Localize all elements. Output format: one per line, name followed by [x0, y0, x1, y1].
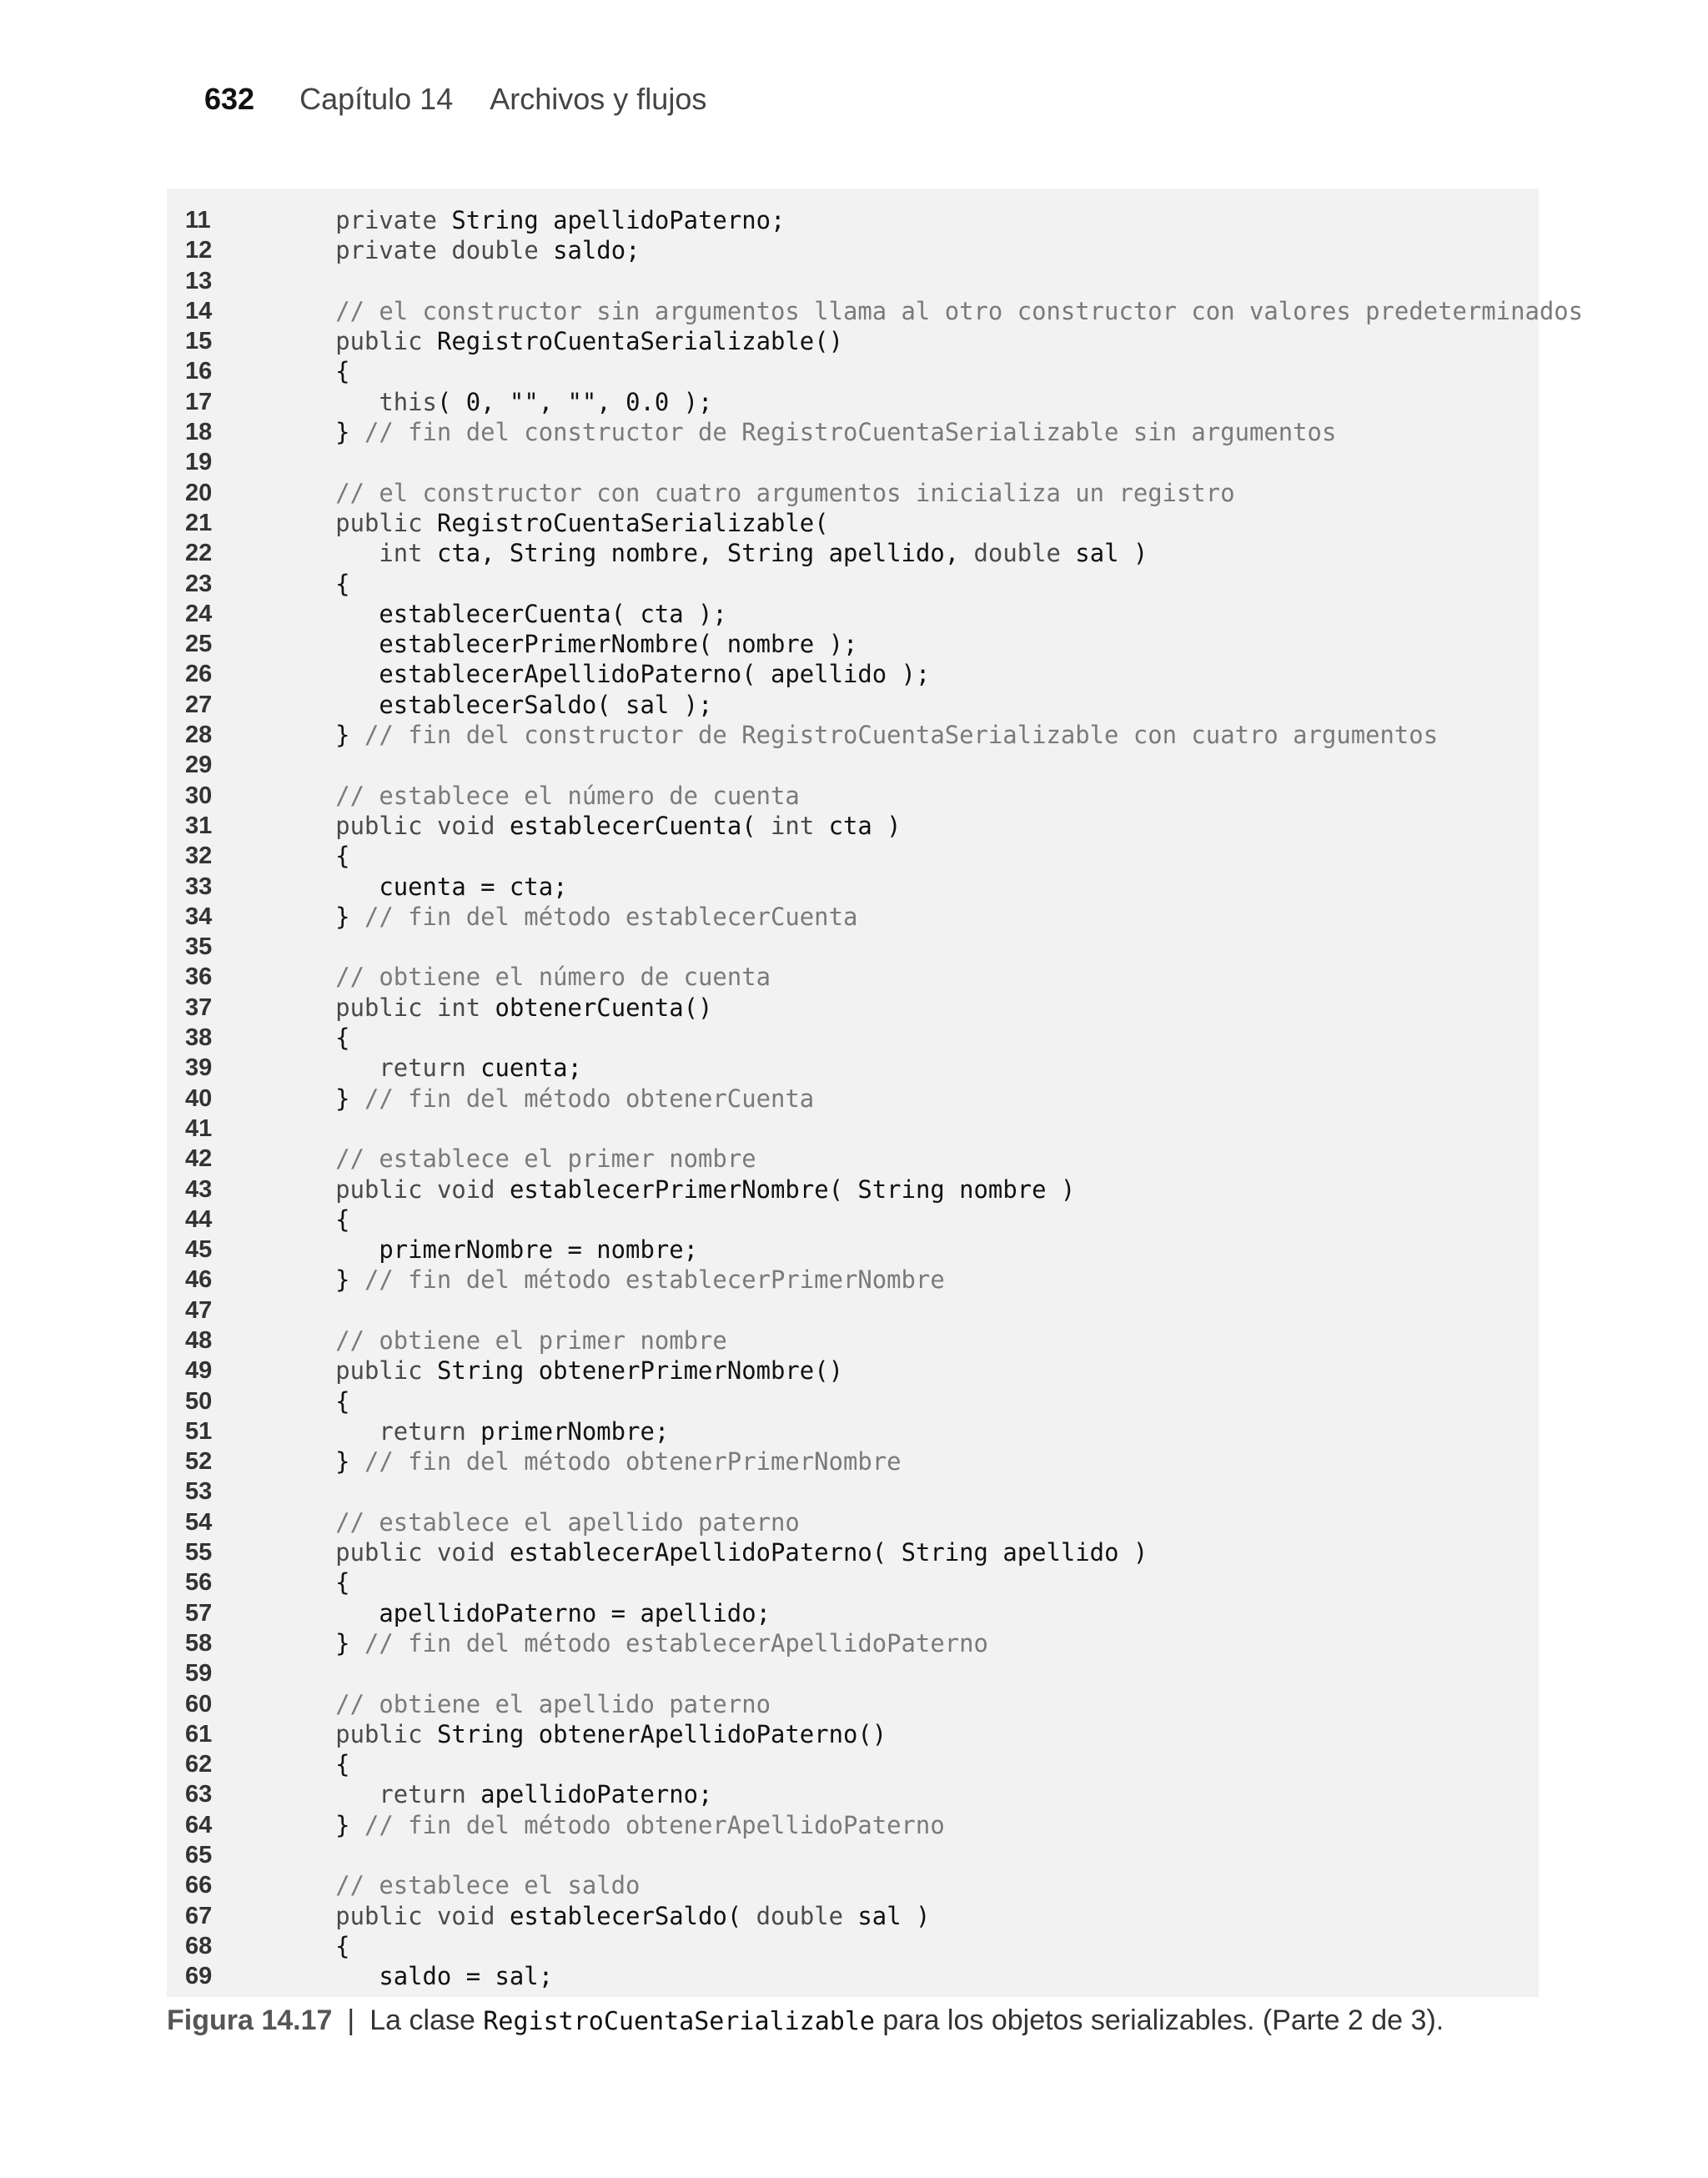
line-number: 57 [185, 1599, 213, 1627]
line-number: 60 [185, 1690, 213, 1718]
line-number: 63 [185, 1781, 213, 1808]
figure-label: Figura 14.17 [167, 2004, 333, 2036]
code-line [167, 1114, 1539, 1144]
code-line [167, 1235, 1539, 1265]
code-text: // establece el apellido paterno [335, 1507, 800, 1537]
line-number: 37 [185, 993, 213, 1021]
line-number: 35 [185, 933, 213, 961]
code-line [167, 599, 1539, 629]
code-line [167, 1598, 1539, 1628]
code-line [167, 1084, 1539, 1114]
line-number: 66 [185, 1872, 213, 1899]
section-title: Archivos y flujos [490, 82, 707, 116]
code-text: { [292, 842, 350, 871]
line-number: 67 [185, 1902, 213, 1929]
running-head [204, 79, 706, 119]
code-line [167, 1628, 1539, 1658]
code-line [167, 962, 1539, 992]
code-line [167, 629, 1539, 659]
line-number: 61 [185, 1720, 213, 1748]
code-line [167, 356, 1539, 386]
code-text: } // fin del método obtenerApellidoPaterno [292, 1810, 945, 1839]
line-number: 33 [185, 873, 213, 900]
code-text: primerNombre = nombre; [292, 1235, 699, 1265]
code-line [167, 478, 1539, 508]
code-line [167, 841, 1539, 871]
code-text: // obtiene el primer nombre [335, 1325, 727, 1355]
line-number: 30 [185, 782, 213, 809]
code-line [167, 1961, 1539, 1991]
line-number: 49 [185, 1357, 213, 1385]
line-number: 11 [185, 207, 211, 234]
line-number: 20 [185, 479, 213, 506]
code-line [167, 1840, 1539, 1870]
code-line [167, 1779, 1539, 1809]
code-text: { [292, 1931, 350, 1960]
code-line [167, 1719, 1539, 1749]
line-number: 42 [185, 1145, 213, 1173]
line-number: 32 [185, 843, 213, 870]
code-line [167, 1265, 1539, 1295]
line-number: 52 [185, 1448, 213, 1476]
code-text: { [292, 1205, 350, 1234]
line-number: 15 [185, 328, 213, 355]
page-number: 632 [204, 82, 255, 116]
code-line [167, 1931, 1539, 1961]
line-number: 69 [185, 1963, 213, 1990]
code-line [167, 902, 1539, 932]
code-text: establecerApellidoPaterno( apellido ); [292, 660, 931, 689]
line-number: 16 [185, 358, 213, 385]
code-line [167, 659, 1539, 689]
code-line [167, 1356, 1539, 1386]
code-line [167, 872, 1539, 902]
code-text: } // fin del método obtenerCuenta [292, 1084, 815, 1113]
code-text: // el constructor sin argumentos llama al otro constructor con valores predeterminados [335, 296, 1584, 325]
code-text: // el constructor con cuatro argumentos inicializa un registro [335, 478, 1235, 507]
line-number: 62 [185, 1751, 213, 1778]
code-text: { [292, 1024, 350, 1053]
code-line [167, 781, 1539, 811]
line-number: 55 [185, 1539, 213, 1567]
code-line [167, 1053, 1539, 1083]
code-line [167, 508, 1539, 538]
line-number: 26 [185, 661, 213, 688]
code-text: int cta, String nombre, String apellido, double sal ) [379, 539, 1148, 568]
code-line [167, 1295, 1539, 1325]
line-number: 25 [185, 631, 213, 658]
code-text: // obtiene el apellido paterno [335, 1689, 771, 1718]
code-line [167, 1476, 1539, 1506]
line-number: 65 [185, 1842, 213, 1869]
code-line [167, 538, 1539, 568]
line-number: 23 [185, 570, 213, 597]
code-text: } // fin del método establecerPrimerNombre [292, 1265, 945, 1295]
line-number: 24 [185, 600, 213, 627]
code-line [167, 811, 1539, 841]
code-lines [167, 205, 1584, 1992]
line-number: 13 [185, 267, 213, 294]
figure-caption [167, 2000, 1444, 2042]
line-number: 39 [185, 1054, 213, 1082]
line-number: 29 [185, 752, 213, 779]
code-text: { [292, 357, 350, 386]
code-text: private String apellidoPaterno; [335, 206, 786, 234]
line-number: 54 [185, 1508, 213, 1536]
line-number: 48 [185, 1326, 213, 1354]
code-text: public String obtenerPrimerNombre() [335, 1356, 843, 1386]
code-text: establecerPrimerNombre( nombre ); [292, 630, 858, 659]
code-text: { [292, 569, 350, 598]
code-text: private double saldo; [335, 236, 640, 265]
line-number: 53 [185, 1478, 213, 1506]
line-number: 38 [185, 1024, 213, 1052]
code-line [167, 1537, 1539, 1567]
code-line [167, 326, 1539, 356]
code-line [167, 750, 1539, 780]
line-number: 56 [185, 1569, 213, 1597]
code-line [167, 266, 1539, 296]
line-number: 21 [185, 509, 213, 536]
code-line [167, 1507, 1539, 1537]
code-line [167, 1689, 1539, 1719]
code-text: saldo = sal; [292, 1962, 554, 1991]
line-number: 68 [185, 1932, 213, 1959]
code-line [167, 1205, 1539, 1235]
code-line [167, 1023, 1539, 1053]
code-text: { [292, 1386, 350, 1416]
line-number: 22 [185, 540, 213, 567]
code-text: { [292, 1750, 350, 1779]
code-line [167, 417, 1539, 447]
code-text: apellidoPaterno = apellido; [292, 1598, 771, 1627]
line-number: 27 [185, 691, 213, 718]
code-line [167, 387, 1539, 417]
code-line [167, 720, 1539, 750]
line-number: 45 [185, 1236, 213, 1264]
code-text: establecerSaldo( sal ); [292, 690, 713, 719]
caption-prefix: La clase [369, 2004, 475, 2036]
code-text: public RegistroCuentaSerializable( [335, 508, 829, 537]
code-text: establecerCuenta( cta ); [292, 599, 727, 628]
code-line [167, 447, 1539, 477]
code-line [167, 1386, 1539, 1416]
line-number: 36 [185, 963, 213, 991]
line-number: 44 [185, 1205, 213, 1233]
code-line [167, 1749, 1539, 1779]
line-number: 41 [185, 1114, 213, 1142]
line-number: 34 [185, 903, 213, 930]
code-text: public void establecerCuenta( int cta ) [335, 811, 902, 840]
code-line [167, 235, 1539, 265]
code-line [167, 932, 1539, 962]
line-number: 50 [185, 1387, 213, 1415]
code-line [167, 296, 1584, 326]
line-number: 19 [185, 449, 213, 476]
code-text: // establece el primer nombre [335, 1144, 756, 1174]
line-number: 18 [185, 419, 213, 446]
code-text: return primerNombre; [379, 1416, 670, 1446]
code-text: public void establecerPrimerNombre( String nombre ) [335, 1175, 1076, 1204]
code-line [167, 1446, 1539, 1476]
line-number: 47 [185, 1296, 213, 1324]
code-line [167, 690, 1539, 720]
code-text: // establece el número de cuenta [335, 781, 800, 810]
caption-class-name: RegistroCuentaSerializable [483, 2007, 875, 2036]
line-number: 43 [185, 1175, 213, 1203]
code-listing [167, 189, 1584, 1997]
code-text: public String obtenerApellidoPaterno() [335, 1719, 887, 1748]
code-text: } // fin del método establecerApellidoPaterno [292, 1628, 988, 1657]
line-number: 64 [185, 1811, 213, 1838]
code-line [167, 569, 1539, 599]
line-number: 12 [185, 237, 213, 264]
code-line [167, 1144, 1539, 1174]
code-text: public void establecerApellidoPaterno( String apellido ) [335, 1538, 1148, 1567]
code-text: } // fin del constructor de RegistroCuentaSerializable sin argumentos [292, 418, 1337, 447]
line-number: 58 [185, 1629, 213, 1657]
line-number: 28 [185, 722, 213, 749]
code-text: { [292, 1568, 350, 1597]
code-line [167, 205, 1539, 235]
caption-suffix: para los objetos serializables. (Parte 2 de 3). [882, 2004, 1444, 2036]
code-line [167, 1567, 1539, 1597]
code-line [167, 1901, 1539, 1931]
code-text: // obtiene el número de cuenta [335, 963, 771, 992]
code-line [167, 1175, 1539, 1205]
line-number: 31 [185, 812, 213, 839]
code-text: this( 0, "", "", 0.0 ); [379, 387, 713, 416]
line-number: 46 [185, 1266, 213, 1294]
code-text: cuenta = cta; [292, 872, 568, 901]
code-line [167, 1810, 1539, 1840]
chapter-title: Capítulo 14 [299, 82, 454, 116]
code-text: return apellidoPaterno; [379, 1780, 713, 1809]
line-number: 40 [185, 1084, 213, 1112]
code-line [167, 1658, 1539, 1688]
code-text: } // fin del método obtenerPrimerNombre [292, 1447, 902, 1476]
line-number: 51 [185, 1417, 213, 1445]
line-number: 59 [185, 1660, 213, 1688]
line-number: 17 [185, 388, 213, 415]
code-text: public void establecerSaldo( double sal ) [335, 1901, 931, 1930]
line-number: 14 [185, 297, 213, 324]
code-text: } // fin del constructor de RegistroCuentaSerializable con cuatro argumentos [292, 721, 1439, 750]
code-text: public int obtenerCuenta() [335, 993, 713, 1022]
caption-separator: | [347, 2004, 355, 2036]
code-line [167, 1870, 1539, 1900]
code-text: public RegistroCuentaSerializable() [335, 327, 843, 356]
code-line [167, 1325, 1539, 1356]
code-line [167, 1416, 1539, 1446]
code-line [167, 993, 1539, 1023]
code-text: } // fin del método establecerCuenta [292, 902, 858, 931]
code-text: return cuenta; [379, 1054, 582, 1083]
code-text: // establece el saldo [335, 1871, 640, 1900]
